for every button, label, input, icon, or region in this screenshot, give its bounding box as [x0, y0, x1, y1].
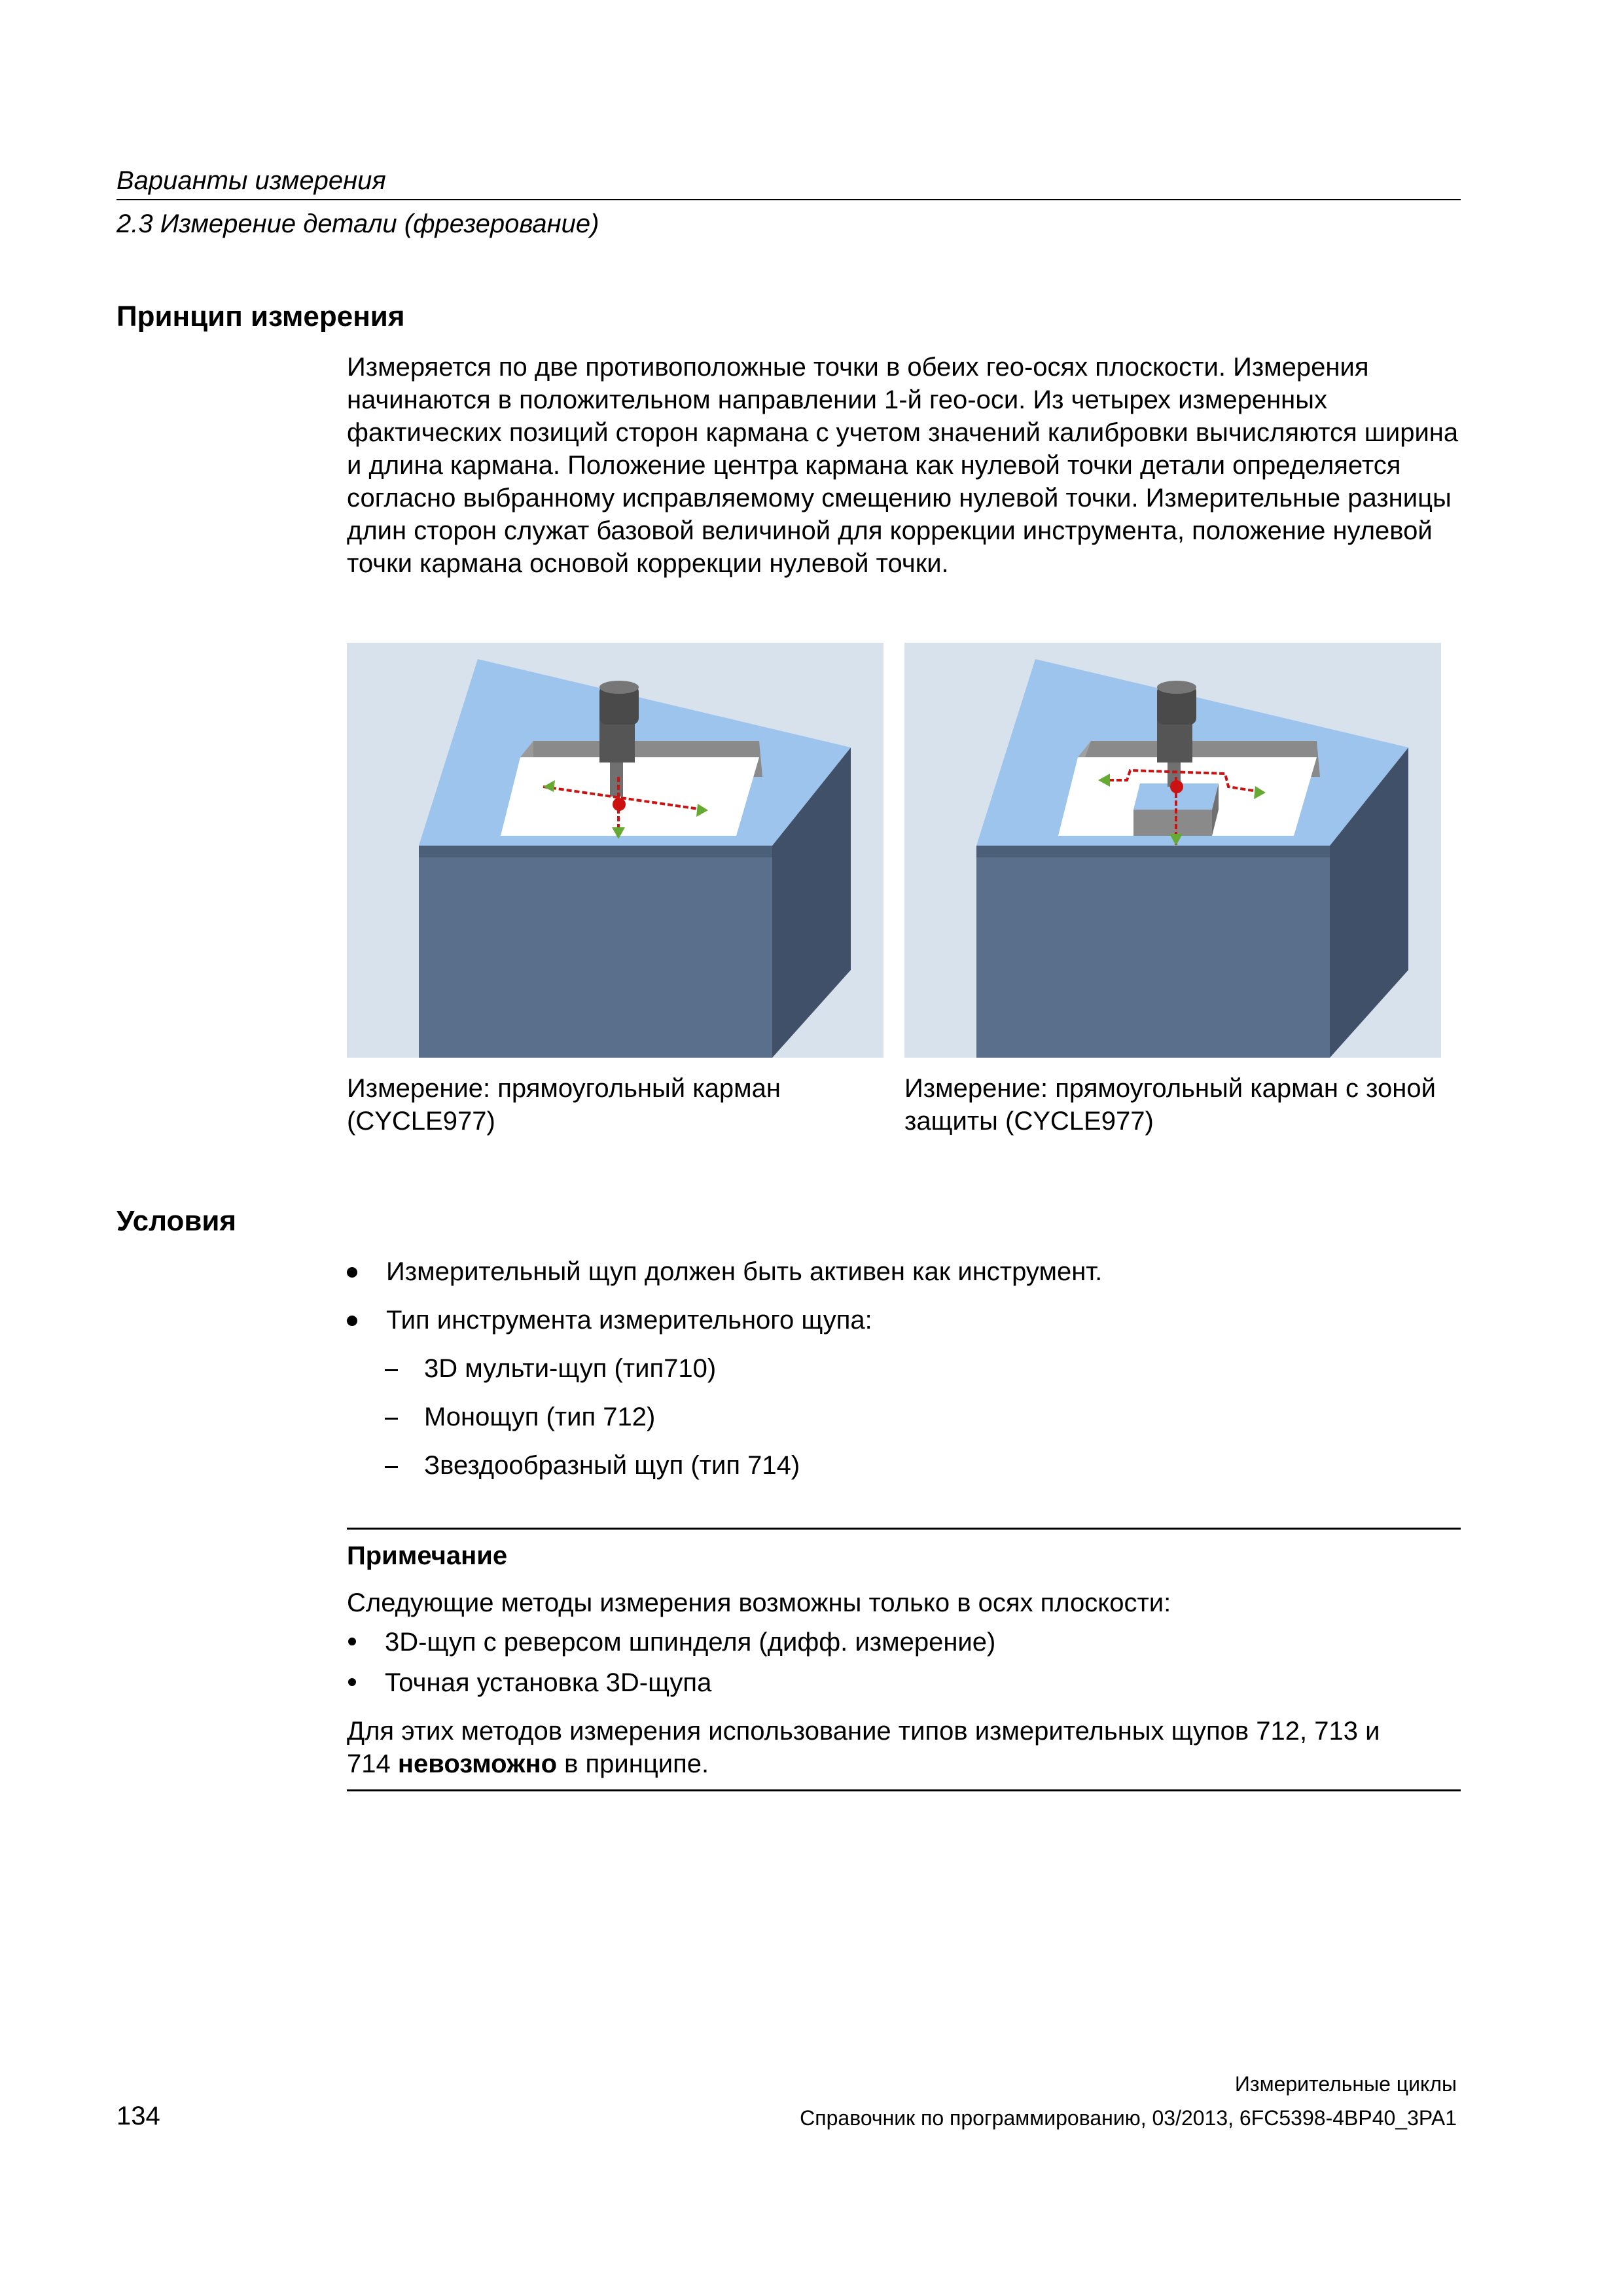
probe-type-item-1: 3D мульти-щуп (тип710) — [424, 1354, 717, 1383]
figure-rectangular-pocket-with-protection-zone — [904, 643, 1441, 1058]
probe-type-item-3: Звездообразный щуп (тип 714) — [424, 1451, 800, 1480]
dash-icon — [385, 1418, 398, 1420]
principle-paragraph: Измеряется по две противоположные точки в обеих гео-осях плоскости. Измерения начинаются в положительном направлении 1-й гео-оси. Из четырех измеренных фактических позиций сторон кармана с учетом значений калибровки вычисляются ширина и длина кармана. Положение центра кармана как нулевой точки детали определяется согласно выбранному исправляемому смещению нулевой точки. Измерительные разницы длин сторон служат базовой величиной для коррекции инструмента, положение нулевой точки кармана основой коррекции нулевой точки. — [347, 353, 1459, 578]
note-title: Примечание — [347, 1541, 508, 1570]
note-final-emphasis: невозможно — [397, 1749, 558, 1778]
dash-icon — [385, 1369, 398, 1371]
figure2-caption-line1: Измерение: прямоугольный карман с зоной — [904, 1074, 1436, 1103]
bullet-icon — [348, 1678, 356, 1686]
principle-heading: Принцип измерения — [116, 300, 405, 332]
note-final-suffix: в принципе. — [557, 1749, 709, 1778]
block-front-face — [976, 846, 1330, 1058]
note-final-line2 — [347, 1748, 709, 1780]
note-top-rule — [347, 1528, 1461, 1530]
figure1-caption-line1: Измерение: прямоугольный карман — [347, 1074, 781, 1103]
note-intro: Следующие методы измерения возможны только в осях плоскости: — [347, 1588, 1171, 1617]
probe-ball — [613, 798, 626, 811]
note-item-2: Точная установка 3D-щупа — [385, 1668, 712, 1697]
figure1-caption-line2: (CYCLE977) — [347, 1107, 495, 1136]
probe-type-item-2: Монощуп (тип 712) — [424, 1403, 656, 1431]
footer-doc-ref: Справочник по программированию, 03/2013, 6FC5398-4BP40_3PA1 — [800, 2106, 1457, 2130]
note-final-prefix: 714 — [347, 1749, 398, 1778]
dash-icon — [385, 1466, 398, 1468]
bullet-icon — [348, 1638, 356, 1645]
page-number: 134 — [116, 2102, 160, 2130]
pocket-protection-illustration — [904, 643, 1441, 1058]
footer-doc-title: Измерительные циклы — [1234, 2072, 1457, 2096]
probe-ball — [1170, 780, 1183, 793]
probe-body — [1157, 718, 1192, 762]
condition-item-2: Тип инструмента измерительного щупа: — [386, 1306, 872, 1335]
header-rule — [116, 199, 1461, 200]
figure2-caption-line2: защиты (CYCLE977) — [904, 1107, 1154, 1136]
note-bottom-rule — [347, 1789, 1461, 1791]
bullet-icon — [347, 1316, 357, 1326]
condition-item-1: Измерительный щуп должен быть активен как инструмент. — [386, 1257, 1103, 1286]
note-item-1: 3D-щуп с реверсом шпинделя (дифф. измерение) — [385, 1628, 996, 1657]
conditions-heading: Условия — [116, 1205, 237, 1237]
pocket-floor — [501, 757, 759, 836]
note-final-line1: Для этих методов измерения использование типов измерительных щупов 712, 713 и — [347, 1717, 1380, 1746]
pocket-illustration — [347, 643, 883, 1058]
probe-body — [599, 718, 635, 762]
block-front-face — [419, 846, 772, 1058]
bullet-icon — [347, 1267, 357, 1278]
protection-zone-front — [1133, 810, 1212, 836]
figure-rectangular-pocket — [347, 643, 883, 1058]
running-header-chapter: Варианты измерения — [116, 166, 386, 195]
running-header-section: 2.3 Измерение детали (фрезерование) — [116, 209, 599, 238]
